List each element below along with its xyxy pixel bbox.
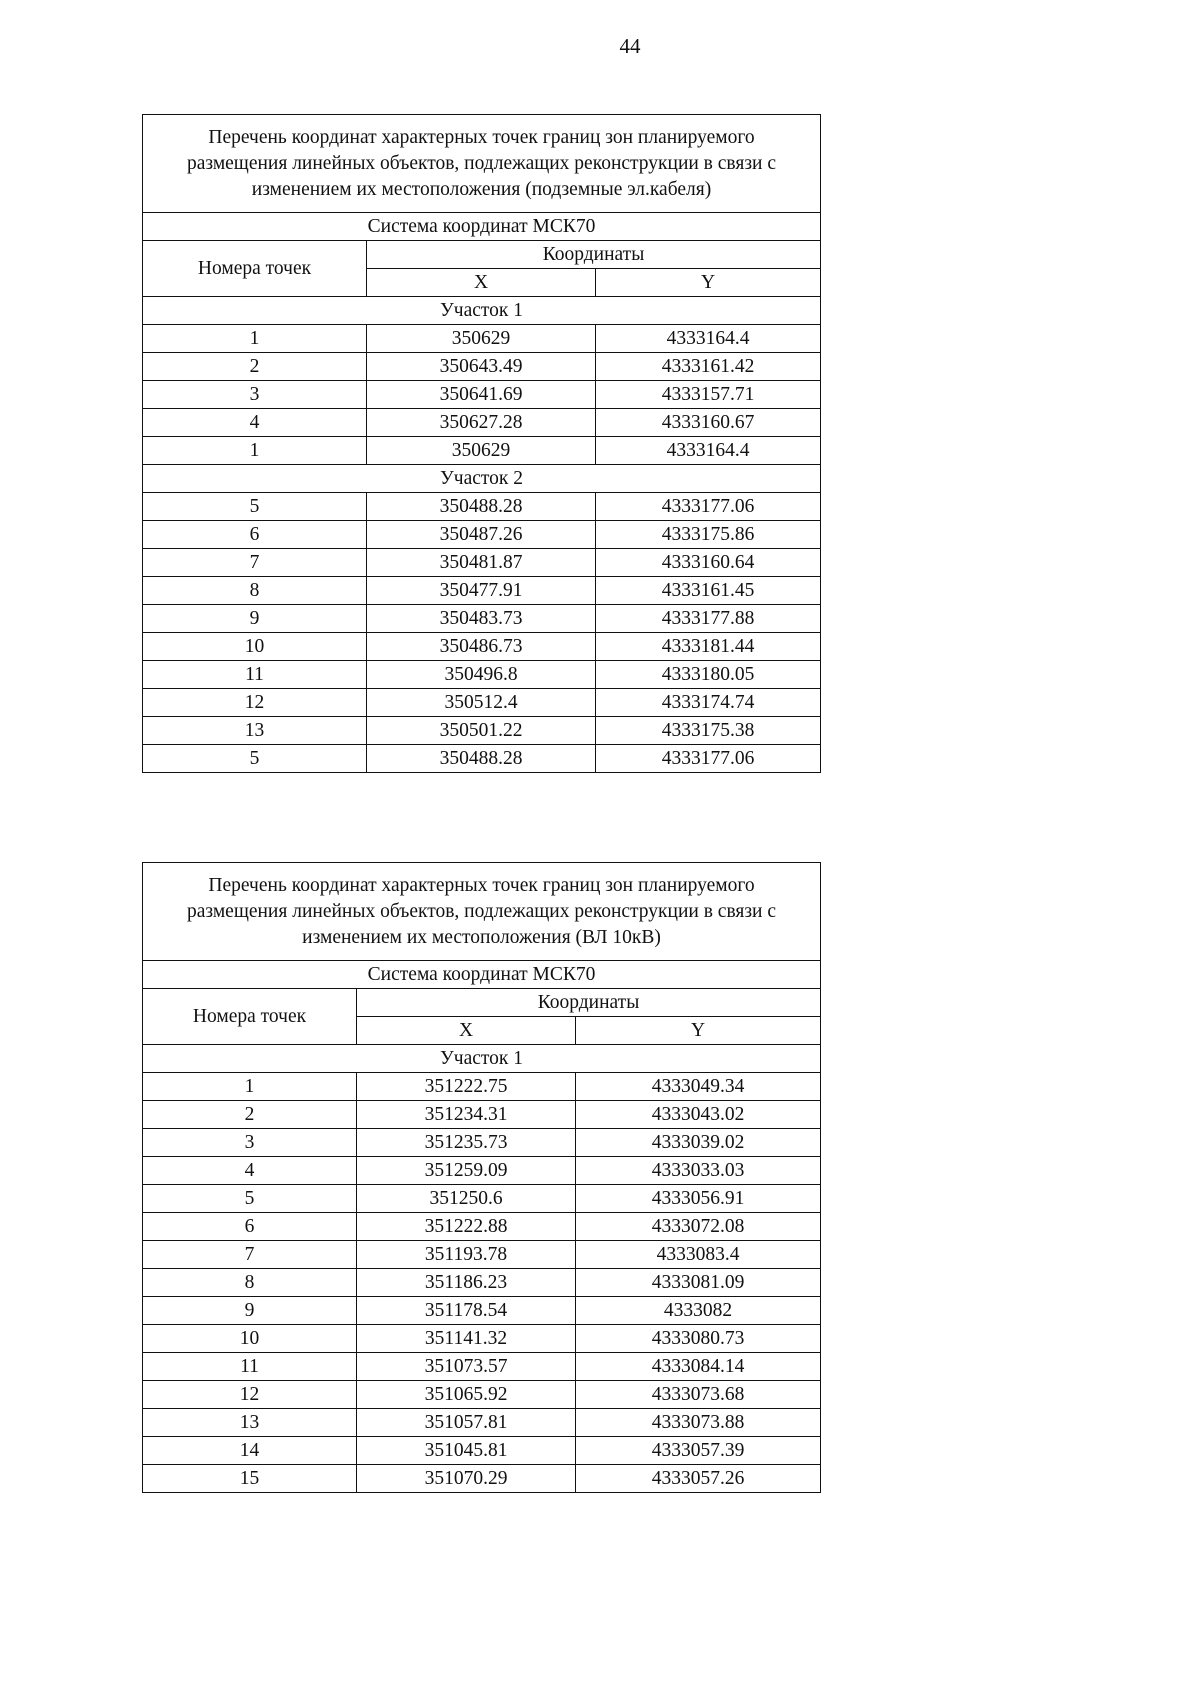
section-title: Участок 1 [143, 297, 821, 325]
y-header: Y [576, 1017, 821, 1045]
point-number: 14 [143, 1437, 357, 1465]
x-value: 350483.73 [367, 605, 596, 633]
x-value: 350496.8 [367, 661, 596, 689]
point-number: 9 [143, 1297, 357, 1325]
point-number: 1 [143, 437, 367, 465]
x-value: 350641.69 [367, 381, 596, 409]
table-row [143, 1241, 821, 1269]
point-number: 4 [143, 1157, 357, 1185]
y-value: 4333160.67 [596, 409, 821, 437]
y-value: 4333083.4 [576, 1241, 821, 1269]
table-row [143, 1437, 821, 1465]
table-row [143, 1185, 821, 1213]
x-value: 351193.78 [357, 1241, 576, 1269]
table-caption: Перечень координат характерных точек границ зон планируемого размещения линейных объектов, подлежащих реконструкции в связи с изменением их местоположения (ВЛ 10кВ) [143, 863, 821, 961]
point-number: 7 [143, 549, 367, 577]
table-row [143, 1381, 821, 1409]
header-row [143, 241, 821, 269]
point-number: 5 [143, 745, 367, 773]
table-row [143, 1157, 821, 1185]
x-value: 350643.49 [367, 353, 596, 381]
point-number: 3 [143, 381, 367, 409]
table-row [143, 549, 821, 577]
table-caption: Перечень координат характерных точек границ зон планируемого размещения линейных объектов, подлежащих реконструкции в связи с изменением их местоположения (подземные эл.кабеля) [143, 115, 821, 213]
point-number: 8 [143, 577, 367, 605]
x-value: 351250.6 [357, 1185, 576, 1213]
y-value: 4333084.14 [576, 1353, 821, 1381]
x-value: 350629 [367, 437, 596, 465]
x-value: 351045.81 [357, 1437, 576, 1465]
table-row [143, 437, 821, 465]
y-value: 4333161.45 [596, 577, 821, 605]
y-value: 4333056.91 [576, 1185, 821, 1213]
y-header: Y [596, 269, 821, 297]
table-row [143, 521, 821, 549]
table-row [143, 1325, 821, 1353]
table-row [143, 381, 821, 409]
y-value: 4333164.4 [596, 325, 821, 353]
point-number: 10 [143, 633, 367, 661]
x-value: 350477.91 [367, 577, 596, 605]
table-caption-row [143, 863, 821, 961]
coordinate-system-row [143, 213, 821, 241]
y-value: 4333177.06 [596, 745, 821, 773]
point-number: 3 [143, 1129, 357, 1157]
point-number: 6 [143, 521, 367, 549]
x-value: 351070.29 [357, 1465, 576, 1493]
point-number: 11 [143, 1353, 357, 1381]
x-value: 351259.09 [357, 1157, 576, 1185]
x-value: 351235.73 [357, 1129, 576, 1157]
table-row [143, 717, 821, 745]
y-value: 4333072.08 [576, 1213, 821, 1241]
point-number: 12 [143, 1381, 357, 1409]
x-value: 350486.73 [367, 633, 596, 661]
section-title-row [143, 1045, 821, 1073]
y-value: 4333081.09 [576, 1269, 821, 1297]
table-row [143, 409, 821, 437]
table-row [143, 325, 821, 353]
point-number: 1 [143, 325, 367, 353]
x-value: 351065.92 [357, 1381, 576, 1409]
coordinate-system-label: Система координат МСК70 [143, 961, 821, 989]
point-number: 12 [143, 689, 367, 717]
x-value: 350629 [367, 325, 596, 353]
x-value: 351141.32 [357, 1325, 576, 1353]
y-value: 4333160.64 [596, 549, 821, 577]
point-number: 13 [143, 1409, 357, 1437]
table-row [143, 1269, 821, 1297]
y-value: 4333175.86 [596, 521, 821, 549]
y-value: 4333049.34 [576, 1073, 821, 1101]
coordinate-system-label: Система координат МСК70 [143, 213, 821, 241]
x-value: 351178.54 [357, 1297, 576, 1325]
table-row [143, 1073, 821, 1101]
coordinate-system-row [143, 961, 821, 989]
table-row [143, 493, 821, 521]
x-value: 350487.26 [367, 521, 596, 549]
point-number: 10 [143, 1325, 357, 1353]
x-value: 351186.23 [357, 1269, 576, 1297]
x-value: 350488.28 [367, 493, 596, 521]
x-header: X [367, 269, 596, 297]
point-number: 7 [143, 1241, 357, 1269]
point-number: 1 [143, 1073, 357, 1101]
y-value: 4333157.71 [596, 381, 821, 409]
point-number: 5 [143, 1185, 357, 1213]
point-number: 4 [143, 409, 367, 437]
x-header: X [357, 1017, 576, 1045]
point-number: 5 [143, 493, 367, 521]
table-row [143, 661, 821, 689]
point-number: 6 [143, 1213, 357, 1241]
y-value: 4333057.26 [576, 1465, 821, 1493]
y-value: 4333181.44 [596, 633, 821, 661]
y-value: 4333043.02 [576, 1101, 821, 1129]
table-row [143, 577, 821, 605]
table-row [143, 1213, 821, 1241]
table-row [143, 353, 821, 381]
section-title-row [143, 297, 821, 325]
table-row [143, 1353, 821, 1381]
point-number: 8 [143, 1269, 357, 1297]
point-number: 2 [143, 1101, 357, 1129]
table-row [143, 1297, 821, 1325]
section-title: Участок 1 [143, 1045, 821, 1073]
x-value: 351234.31 [357, 1101, 576, 1129]
point-number: 13 [143, 717, 367, 745]
table-row [143, 745, 821, 773]
coordinates-table-power-line [142, 862, 821, 1493]
y-value: 4333073.68 [576, 1381, 821, 1409]
coordinates-table-cables [142, 114, 821, 773]
y-value: 4333164.4 [596, 437, 821, 465]
y-value: 4333177.88 [596, 605, 821, 633]
y-value: 4333080.73 [576, 1325, 821, 1353]
x-value: 351222.88 [357, 1213, 576, 1241]
table-row [143, 1129, 821, 1157]
y-value: 4333039.02 [576, 1129, 821, 1157]
y-value: 4333033.03 [576, 1157, 821, 1185]
point-number: 15 [143, 1465, 357, 1493]
y-value: 4333174.74 [596, 689, 821, 717]
x-value: 350501.22 [367, 717, 596, 745]
table-row [143, 605, 821, 633]
x-value: 350512.4 [367, 689, 596, 717]
header-row [143, 989, 821, 1017]
y-value: 4333175.38 [596, 717, 821, 745]
y-value: 4333057.39 [576, 1437, 821, 1465]
table-caption-row [143, 115, 821, 213]
table-row [143, 1101, 821, 1129]
table-row [143, 1465, 821, 1493]
x-value: 350488.28 [367, 745, 596, 773]
y-value: 4333082 [576, 1297, 821, 1325]
table-row [143, 633, 821, 661]
point-number: 9 [143, 605, 367, 633]
point-number: 11 [143, 661, 367, 689]
x-value: 351073.57 [357, 1353, 576, 1381]
table-row [143, 689, 821, 717]
y-value: 4333073.88 [576, 1409, 821, 1437]
section-title-row [143, 465, 821, 493]
page-number: 44 [619, 34, 641, 58]
coordinates-header: Координаты [357, 989, 821, 1017]
section-title: Участок 2 [143, 465, 821, 493]
table-row [143, 1409, 821, 1437]
y-value: 4333177.06 [596, 493, 821, 521]
coordinates-header: Координаты [367, 241, 821, 269]
x-value: 351057.81 [357, 1409, 576, 1437]
x-value: 350627.28 [367, 409, 596, 437]
point-number-header: Номера точек [143, 241, 367, 297]
x-value: 350481.87 [367, 549, 596, 577]
y-value: 4333180.05 [596, 661, 821, 689]
point-number-header: Номера точек [143, 989, 357, 1045]
x-value: 351222.75 [357, 1073, 576, 1101]
point-number: 2 [143, 353, 367, 381]
y-value: 4333161.42 [596, 353, 821, 381]
